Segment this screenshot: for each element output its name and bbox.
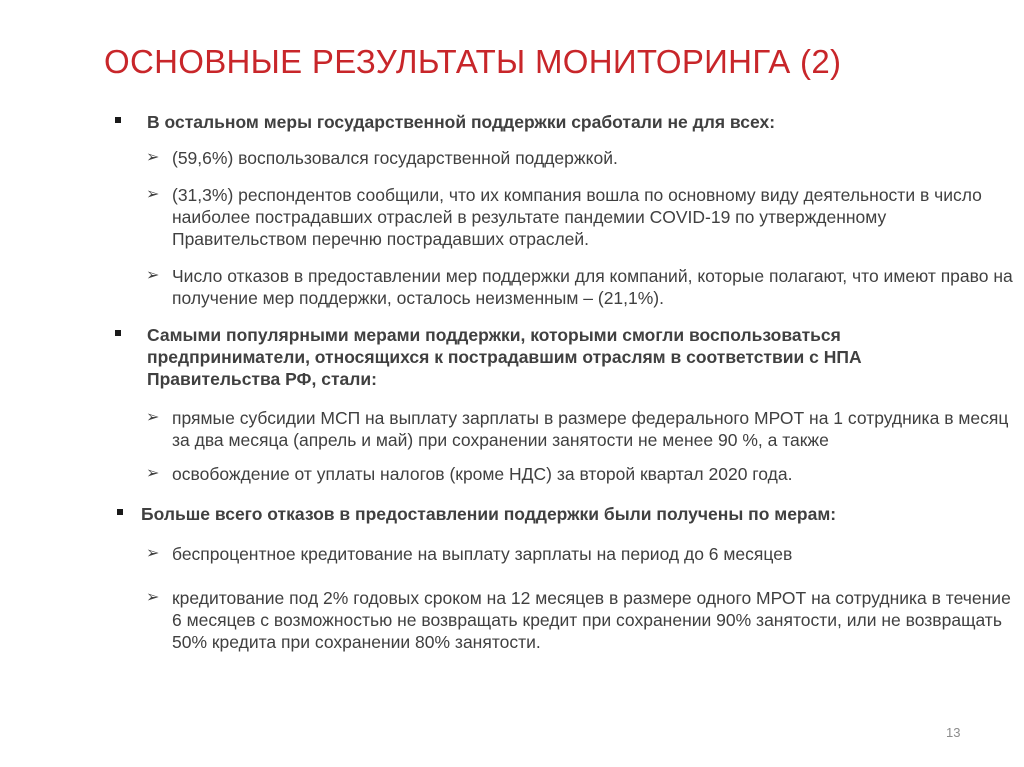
list-item-text: Число отказов в предоставлении мер поддержки для компаний, которые полагают, что имеют право на получение мер поддержки, осталось неизменным – (21,1%).: [172, 266, 1013, 308]
arrow-bullet-icon: ➢: [146, 545, 160, 562]
arrow-bullet-icon: ➢: [146, 267, 160, 284]
slide-title: ОСНОВНЫЕ РЕЗУЛЬТАТЫ МОНИТОРИНГА (2): [104, 43, 842, 80]
list-item-text: кредитование под 2% годовых сроком на 12 месяцев в размере одного МРОТ на сотрудника в течение 6 месяцев с возможностью не возвращать кредит при сохранении 90% занятости, или не возвращать 50% кредита при сохранении 80% занятости.: [172, 588, 1011, 652]
section-heading-text: Самыми популярными мерами поддержки, которыми смогли воспользоваться предприниматели, относящихся к пострадавшим отраслям в соответствии с НПА Правительства РФ, стали:: [147, 325, 862, 389]
list-item: [146, 407, 1022, 451]
arrow-bullet-icon: ➢: [146, 465, 160, 482]
list-item-text: (31,3%) респондентов сообщили, что их компания вошла по основному виду деятельности в число наиболее пострадавших отраслей в результате пандемии COVID-19 по утвержденному Правительством перечню пострадавших отраслей.: [172, 185, 982, 249]
list-item: [146, 543, 1022, 565]
list-item: [146, 147, 1022, 169]
list-item: [146, 184, 1022, 250]
page-number: 13: [946, 725, 961, 740]
section-heading-text: Больше всего отказов в предоставлении поддержки были получены по мерам:: [141, 504, 837, 524]
list-item: [146, 265, 1022, 309]
list-item: [146, 463, 1022, 485]
section-heading: [141, 503, 971, 525]
list-item-text: прямые субсидии МСП на выплату зарплаты в размере федерального МРОТ на 1 сотрудника в месяц за два месяца (апрель и май) при сохранении занятости не менее 90 %, а также: [172, 408, 1009, 450]
list-item-text: (59,6%) воспользовался государственной поддержкой.: [172, 148, 618, 168]
section-heading: [147, 111, 967, 133]
list-item-text: освобождение от уплаты налогов (кроме НДС) за второй квартал 2020 года.: [172, 464, 793, 484]
square-bullet-icon: [115, 330, 121, 336]
square-bullet-icon: [117, 509, 123, 515]
arrow-bullet-icon: ➢: [146, 149, 160, 166]
list-item-text: беспроцентное кредитование на выплату зарплаты на период до 6 месяцев: [172, 544, 793, 564]
arrow-bullet-icon: ➢: [146, 409, 160, 426]
section-heading: [147, 324, 967, 390]
section-heading-text: В остальном меры государственной поддержки сработали не для всех:: [147, 112, 776, 132]
square-bullet-icon: [115, 117, 121, 123]
arrow-bullet-icon: ➢: [146, 186, 160, 203]
list-item: [146, 587, 1022, 653]
arrow-bullet-icon: ➢: [146, 589, 160, 606]
